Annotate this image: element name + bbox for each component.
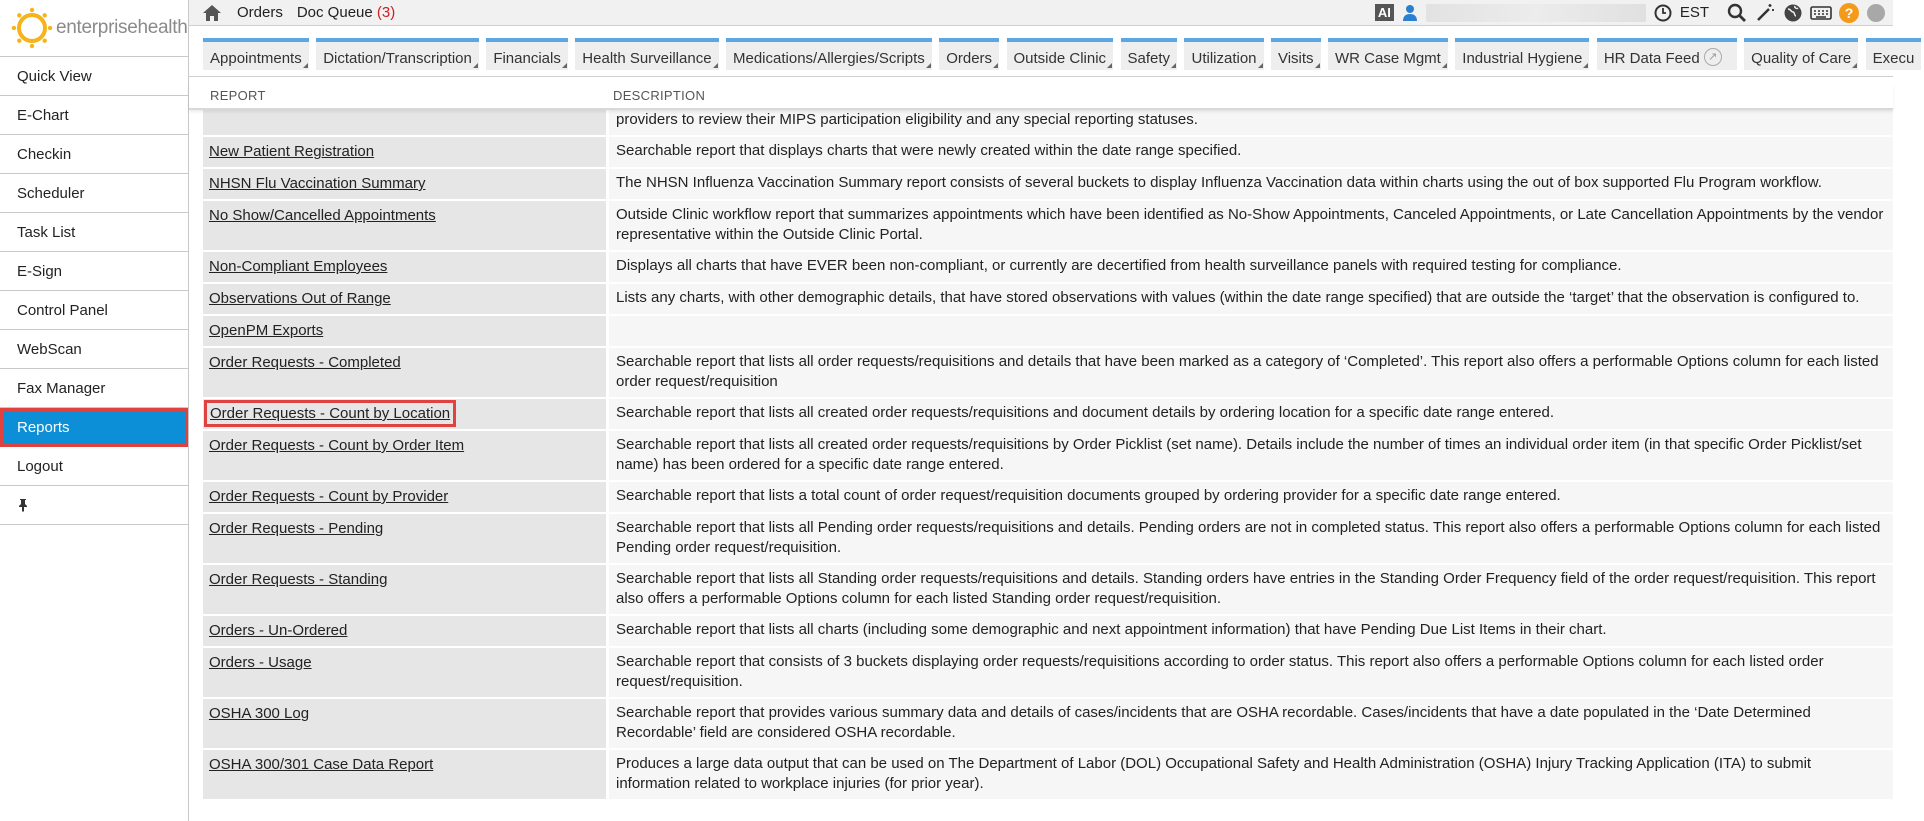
- tab-label: Financials: [493, 50, 561, 67]
- report-link-osha-300-log[interactable]: OSHA 300 Log: [209, 705, 310, 722]
- report-link-order-requests-pending[interactable]: Order Requests - Pending: [209, 520, 384, 537]
- tab-label: Appointments: [210, 50, 302, 67]
- table-row: [203, 750, 1893, 799]
- sidebar-item-webscan[interactable]: [0, 330, 188, 369]
- brand-name: enterprisehealth: [56, 17, 188, 38]
- sidebar-item-label: E-Chart: [17, 106, 69, 124]
- report-name-cell: [203, 399, 606, 429]
- report-table-header: [189, 84, 1893, 110]
- report-name-cell: [203, 699, 606, 748]
- home-icon[interactable]: [201, 3, 223, 23]
- report-name-cell: [203, 110, 606, 135]
- tab-hr-data-feed[interactable]: [1597, 38, 1737, 70]
- table-row: [203, 316, 1893, 346]
- tab-quality-of-care[interactable]: [1744, 38, 1858, 70]
- sidebar-item-label: E-Sign: [17, 262, 63, 280]
- report-description: Searchable report that lists a total count of order request/requisition documents grouped by ordering provider for a specific date range entered.: [609, 482, 1893, 512]
- report-name-cell: [203, 431, 606, 480]
- sidebar-item-scheduler[interactable]: [0, 174, 188, 213]
- report-link-order-requests-count-by-location[interactable]: Order Requests - Count by Location: [210, 405, 451, 422]
- report-name-cell: [203, 169, 606, 199]
- tab-dictation-transcription[interactable]: [316, 38, 479, 70]
- doc-queue-count: (3): [376, 4, 396, 21]
- report-link-order-requests-standing[interactable]: Order Requests - Standing: [209, 571, 388, 588]
- sidebar-item-label: Fax Manager: [17, 379, 106, 397]
- clock-icon: [1654, 4, 1672, 22]
- report-table: [203, 110, 1893, 801]
- tab-label: Execu: [1872, 50, 1915, 67]
- table-row: [203, 616, 1893, 646]
- tab-medications-allergies-scripts[interactable]: [726, 38, 932, 70]
- report-description: providers to review their MIPS participation eligibility and any special reporting statuses.: [609, 110, 1893, 135]
- sidebar-item-quick-view[interactable]: [0, 56, 188, 96]
- report-name-cell: [203, 284, 606, 314]
- sidebar-pin-button[interactable]: [0, 486, 188, 525]
- sidebar-item-e-chart[interactable]: [0, 96, 188, 135]
- report-name-cell: [203, 514, 606, 563]
- report-name-cell: [203, 750, 606, 799]
- pin-icon: [17, 498, 29, 512]
- tab-wr-case-mgmt[interactable]: [1328, 38, 1448, 70]
- tab-utilization[interactable]: [1184, 38, 1263, 70]
- timezone-label[interactable]: EST: [1679, 4, 1709, 21]
- tab-label: Health Surveillance: [582, 50, 712, 67]
- column-header-report: REPORT: [210, 88, 266, 103]
- sidebar-item-logout[interactable]: [0, 447, 188, 486]
- table-row: [203, 399, 1893, 429]
- report-description: Searchable report that lists all charts (including some demographic and next appointment information) that have Pending Due List Items in their chart.: [609, 616, 1893, 646]
- tab-safety[interactable]: [1121, 38, 1178, 70]
- tab-industrial-hygiene[interactable]: [1455, 38, 1589, 70]
- table-row: [203, 137, 1893, 167]
- table-row: [203, 201, 1893, 250]
- report-link-osha-300-301-case-data-report[interactable]: OSHA 300/301 Case Data Report: [209, 756, 434, 773]
- report-link-order-requests-completed[interactable]: Order Requests - Completed: [209, 354, 401, 371]
- table-row: [203, 648, 1893, 697]
- report-link-openpm-exports[interactable]: OpenPM Exports: [209, 322, 324, 339]
- report-link-non-compliant-employees[interactable]: Non-Compliant Employees: [209, 258, 388, 275]
- table-row: [203, 284, 1893, 314]
- report-name-cell: [203, 137, 606, 167]
- tab-dropdown-icon: [993, 63, 998, 68]
- report-link-new-patient-registration[interactable]: New Patient Registration: [209, 143, 375, 160]
- sidebar-item-task-list[interactable]: [0, 213, 188, 252]
- report-link-nhsn-flu-vaccination-summary[interactable]: NHSN Flu Vaccination Summary: [209, 175, 426, 192]
- tab-dropdown-icon: [1171, 63, 1176, 68]
- sidebar-item-label: Reports: [17, 418, 70, 436]
- report-description: Lists any charts, with other demographic details, that have stored observations with values (within the date range specified) that are outside the ‘target’ that the observation is configured to.: [609, 284, 1893, 314]
- tab-dropdown-icon: [1315, 63, 1320, 68]
- report-category-tabs: [189, 27, 1915, 77]
- report-description: Searchable report that lists all created order requests/requisitions and document details by ordering location for a specific date range entered.: [609, 399, 1893, 429]
- report-name-cell: [203, 201, 606, 250]
- tab-label: Medications/Allergies/Scripts: [733, 50, 925, 67]
- report-name-cell: [203, 616, 606, 646]
- orders-link[interactable]: Orders: [237, 4, 283, 21]
- top-bar-tools: [1375, 3, 1893, 23]
- sidebar-item-label: Scheduler: [17, 184, 85, 202]
- report-name-cell: [203, 348, 606, 397]
- table-row: [203, 565, 1893, 614]
- tab-dropdown-icon: [1442, 63, 1447, 68]
- sidebar-item-label: Checkin: [17, 145, 72, 163]
- report-list-panel[interactable]: [189, 106, 1893, 821]
- sidebar-item-label: Quick View: [17, 67, 92, 85]
- sidebar-item-fax-manager[interactable]: [0, 369, 188, 408]
- tab-dropdown-icon: [562, 63, 567, 68]
- tab-appointments[interactable]: [203, 38, 309, 70]
- report-name-cell: [203, 252, 606, 282]
- table-row: [203, 252, 1893, 282]
- table-row: [203, 699, 1893, 748]
- sidebar-item-control-panel[interactable]: [0, 291, 188, 330]
- tab-label: Orders: [946, 50, 993, 67]
- ai-button[interactable]: AI: [1375, 4, 1394, 21]
- user-icon[interactable]: [1402, 4, 1418, 22]
- report-description: Displays all charts that have EVER been non-compliant, or currently are decertified from health surveillance panels with required testing for compliance.: [609, 252, 1893, 282]
- tab-dropdown-icon: [926, 63, 931, 68]
- report-name-cell: [203, 648, 606, 697]
- report-link-orders-usage[interactable]: Orders - Usage: [209, 654, 312, 671]
- report-name-cell: [203, 482, 606, 512]
- report-description: Outside Clinic workflow report that summarizes appointments which have been identified as No-Show Appointments, Canceled Appointments, or Late Cancellation Appointments by the vendor representative within the Outside Clinic Portal.: [609, 201, 1893, 250]
- report-link-orders-un-ordered[interactable]: Orders - Un-Ordered: [209, 622, 348, 639]
- doc-queue-label: Doc Queue: [296, 4, 373, 21]
- report-description: [609, 316, 1893, 346]
- tab-dropdown-icon: [303, 63, 308, 68]
- sidebar-item-label: WebScan: [17, 340, 82, 358]
- search-icon[interactable]: [1727, 3, 1747, 23]
- tab-executive[interactable]: [1866, 38, 1922, 70]
- top-bar: [189, 0, 1893, 26]
- table-row: [203, 169, 1893, 199]
- tab-label: Safety: [1127, 50, 1171, 67]
- external-link-icon[interactable]: ↗: [1704, 48, 1722, 66]
- report-description: Searchable report that lists all order requests/requisitions and details that have been marked as a category of ‘Completed’. This report also offers a performable Options column for each listed order request/requisition: [609, 348, 1893, 397]
- report-link-no-show-cancelled-appointments[interactable]: No Show/Cancelled Appointments: [209, 207, 436, 224]
- help-icon[interactable]: ?: [1839, 3, 1859, 23]
- tab-outside-clinic[interactable]: [1007, 38, 1114, 70]
- tab-label: Dictation/Transcription: [323, 50, 472, 67]
- tab-dropdown-icon: [1107, 63, 1112, 68]
- sidebar-item-e-sign[interactable]: [0, 252, 188, 291]
- brand-logo[interactable]: [0, 0, 188, 56]
- tab-label: Outside Clinic: [1013, 50, 1107, 67]
- tab-dropdown-icon: [1583, 63, 1588, 68]
- doc-queue-link[interactable]: [297, 4, 395, 21]
- report-link-order-requests-count-by-provider[interactable]: Order Requests - Count by Provider: [209, 488, 449, 505]
- report-description: Searchable report that lists all created order requests/requisitions by Order Picklist (set name). Details include the number of times an individual order item (in that specific Order Picklist/set name) has been ordered for a specific date range entered.: [609, 431, 1893, 480]
- table-row: [203, 431, 1893, 480]
- report-description: Searchable report that displays charts that were newly created within the date range specified.: [609, 137, 1893, 167]
- tab-label: WR Case Mgmt: [1335, 50, 1441, 67]
- table-row: [203, 110, 1893, 135]
- table-row: [203, 514, 1893, 563]
- report-name-cell: [203, 565, 606, 614]
- tab-visits[interactable]: [1271, 38, 1321, 70]
- keyboard-icon[interactable]: [1811, 3, 1831, 23]
- magic-wand-icon[interactable]: [1755, 3, 1775, 23]
- status-indicator-icon[interactable]: [1867, 4, 1885, 22]
- sidebar-item-label: Logout: [17, 457, 63, 475]
- tab-label: Utilization: [1191, 50, 1257, 67]
- report-description: Searchable report that consists of 3 buckets displaying order requests/requisitions according to order status. This report also offers a performable Options column for each listed order request/requisition.: [609, 648, 1893, 697]
- report-link-order-requests-count-by-order-item[interactable]: Order Requests - Count by Order Item: [209, 437, 465, 454]
- tab-label: Quality of Care: [1751, 50, 1852, 67]
- sidebar-item-reports[interactable]: [0, 408, 188, 447]
- sidebar-item-label: Task List: [17, 223, 76, 241]
- tab-label: Visits: [1277, 50, 1314, 67]
- report-description: Produces a large data output that can be used on The Department of Labor (DOL) Occupational Safety and Health Administration (OSHA) Injury Tracking Application (ITA) to submit information related to workplace injuries (for prior year).: [609, 750, 1893, 799]
- tab-label: HR Data Feed: [1603, 50, 1700, 67]
- tab-orders[interactable]: [939, 38, 999, 70]
- table-row: [203, 348, 1893, 397]
- tab-label: Industrial Hygiene: [1462, 50, 1583, 67]
- tab-financials[interactable]: [486, 38, 568, 70]
- report-description: Searchable report that lists all Standing order requests/requisitions and details. Standing orders have entries in the Standing Order Frequency field of the order request/requisition. This report also offers a performable Options column for each listed Standing order request/requisition.: [609, 565, 1893, 614]
- user-name-redacted[interactable]: [1426, 4, 1646, 22]
- tab-dropdown-icon: [1852, 63, 1857, 68]
- sidebar: [0, 0, 189, 821]
- report-description: Searchable report that lists all Pending order requests/requisitions and details. Pending orders are not in completed status. This report also offers a performable Options column for each listed Pending order request/requisition.: [609, 514, 1893, 563]
- sidebar-item-checkin[interactable]: [0, 135, 188, 174]
- sidebar-item-label: Control Panel: [17, 301, 108, 319]
- report-description: Searchable report that provides various summary data and details of cases/incidents that are OSHA recordable. Cases/incidents that have a date populated in the ‘Date Determined Recordable’ field are considered OSHA recordable.: [609, 699, 1893, 748]
- column-header-description: DESCRIPTION: [613, 88, 706, 103]
- sun-logo-icon: [10, 6, 54, 50]
- report-name-cell: [203, 316, 606, 346]
- report-link-observations-out-of-range[interactable]: Observations Out of Range: [209, 290, 391, 307]
- table-row: [203, 482, 1893, 512]
- tab-dropdown-icon: [713, 63, 718, 68]
- report-description: The NHSN Influenza Vaccination Summary report consists of several buckets to display Influenza Vaccination data within charts using the out of box supported Flu Program workflow.: [609, 169, 1893, 199]
- tab-health-surveillance[interactable]: [575, 38, 718, 70]
- tab-dropdown-icon: [473, 63, 478, 68]
- tab-dropdown-icon: [1258, 63, 1263, 68]
- globe-icon[interactable]: [1783, 3, 1803, 23]
